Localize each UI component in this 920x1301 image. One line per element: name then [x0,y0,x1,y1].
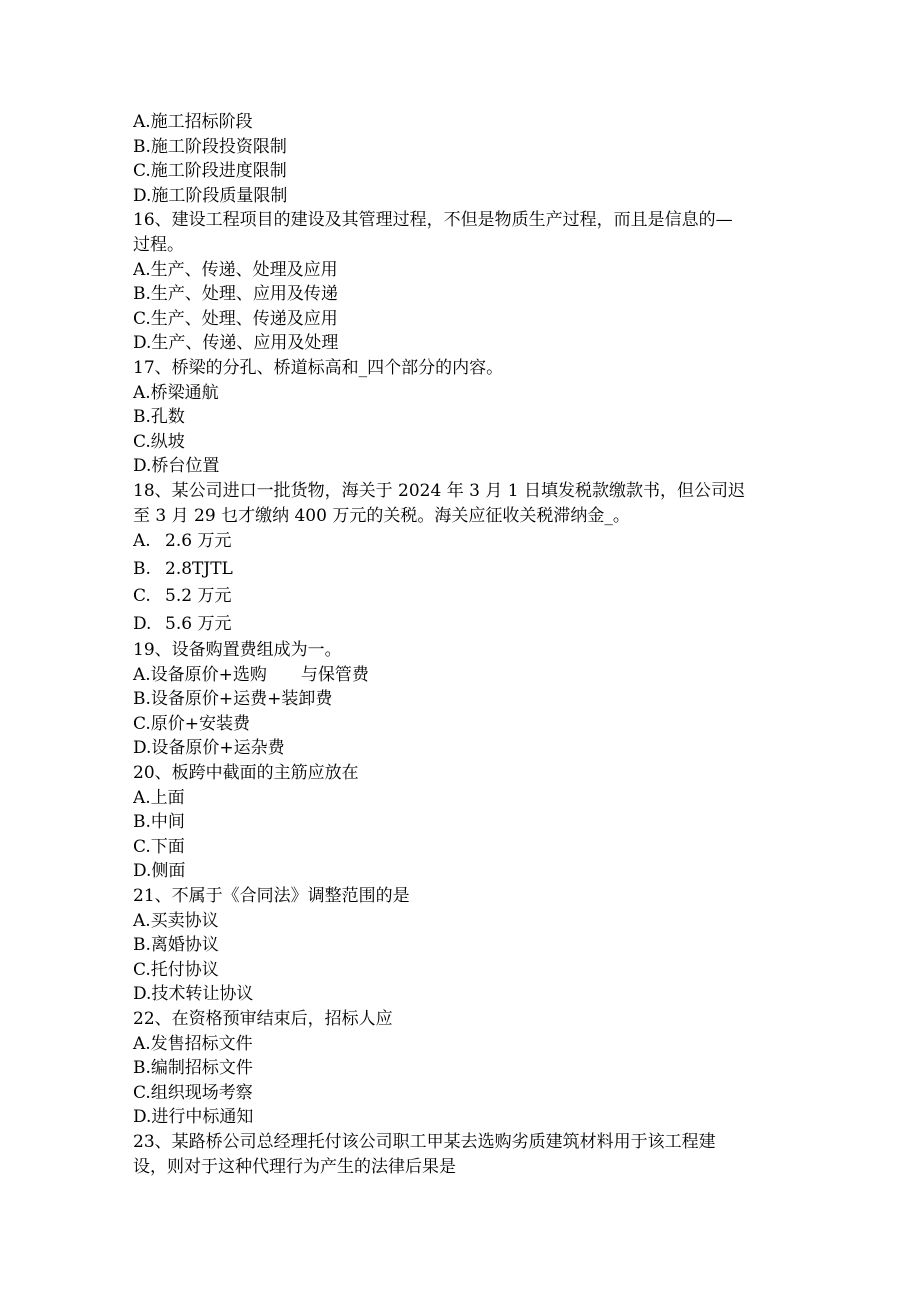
document-page [133,110,793,1179]
text-line: B.编制招标文件 [133,1058,253,1079]
text-line: A.买卖协议 [133,910,219,931]
option-letter: C. [133,586,151,607]
question-21: 21、不属于《合同法》调整范围的是 [133,886,410,907]
text-line: A.施工招标阶段 [133,112,253,132]
option-letter: A. [133,531,151,552]
text-line: B.孔数 [133,407,185,428]
question-18: 18、某公司进口一批货物，海关于 2024 年 3 月 1 日填发税款缴款书，但公司迟 [133,480,745,501]
text-line: C.组织现场考察 [133,1082,253,1103]
question-17: 17、桥梁的分孔、桥道标高和_四个部分的内容。 [133,357,504,378]
q18-option-b [133,556,793,584]
q18-option-c [133,583,793,611]
q18-option-d [133,611,793,639]
text-line: B.离婚协议 [133,935,219,956]
text-line: 过程。 [133,234,184,255]
option-letter: B. [133,558,151,579]
text-line: 设，则对于这种代理行为产生的法律后果是 [133,1156,456,1177]
question-20: 20、板跨中截面的主筋应放在 [133,763,359,784]
text-line: A.发售招标文件 [133,1033,253,1054]
option-text: 2.8TJTL [165,558,233,579]
option-text: 5.2 万元 [165,586,232,607]
question-22: 22、在资格预审结束后，招标人应 [133,1009,393,1029]
question-16: 16、建设工程项目的建设及其管理过程，不但是物质生产过程，而且是信息的— [133,210,733,231]
text-line: D.技术转让协议 [133,984,254,1005]
text-line: A.上面 [133,787,185,808]
option-letter: D. [133,613,152,634]
text-line: C.托付协议 [133,959,219,980]
text-line: A.设备原价+选购 与保管费 [133,664,369,685]
question-19: 19、设备购置费组成为一。 [133,640,342,661]
option-text: 5.6 万元 [165,613,232,634]
question-23: 23、某路桥公司总经理托付该公司职工甲某去选购劣质建筑材料用于该工程建 [133,1131,716,1152]
text-line: B.施工阶段投资限制 [133,136,287,157]
text-line: A.桥梁通航 [133,382,219,403]
text-line: B.设备原价+运费+装卸费 [133,689,333,710]
text-line: A.生产、传递、处理及应用 [133,259,338,280]
q18-option-a [133,528,793,556]
option-text: 2.6 万元 [165,531,232,552]
text-line: D.施工阶段质量限制 [133,185,288,206]
text-line: C.施工阶段进度限制 [133,161,287,182]
text-line: C.纵坡 [133,431,185,452]
text-line: D.设备原价+运杂费 [133,738,285,759]
text-line: D.进行中标通知 [133,1107,254,1128]
text-line: B.中间 [133,812,185,833]
text-line: D.侧面 [133,861,186,882]
text-line: D.生产、传递、应用及处理 [133,333,339,354]
text-line: D.桥台位置 [133,456,220,477]
text-line: 至 3 月 29 乜才缴纳 400 万元的关税。海关应征收关税滞纳金_。 [133,505,630,526]
text-line: B.生产、处理、应用及传递 [133,284,338,305]
text-line: C.下面 [133,836,185,857]
text-line: C.原价+安装费 [133,713,251,734]
text-line: C.生产、处理、传递及应用 [133,308,338,329]
